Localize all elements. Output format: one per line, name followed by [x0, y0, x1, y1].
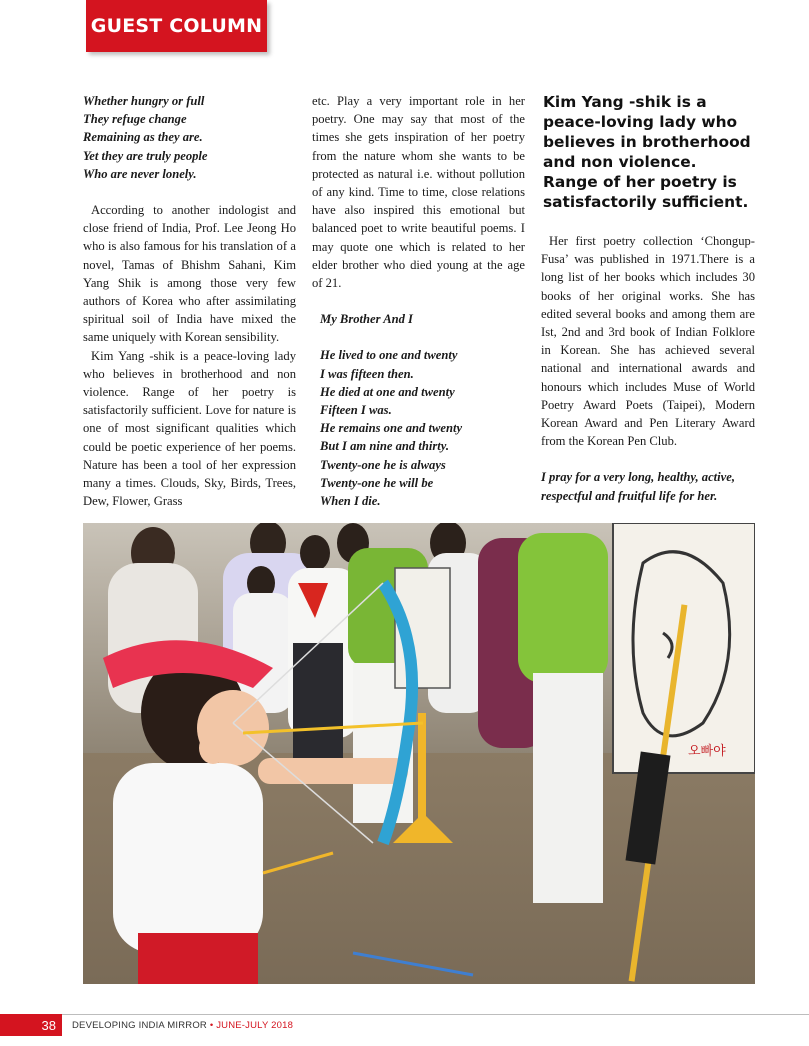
poem-line: Fifteen I was. — [320, 403, 392, 418]
poem-line: He died at one and twenty — [320, 384, 455, 399]
pull-quote: Kim Yang -shik is a peace-loving lady who believes in brotherhood and non violence. Range of her poetry is satisfactorily sufficient. — [543, 93, 751, 211]
photo-illustration — [83, 523, 755, 984]
closing-wish: I pray for a very long, healthy, active, respectful and fruitful life for her. — [541, 470, 736, 503]
poem-line: Twenty-one he is always — [320, 457, 446, 472]
article-photo — [83, 523, 755, 984]
poem-title: My Brother And I — [320, 312, 413, 327]
magazine-name: DEVELOPING INDIA MIRROR — [72, 1020, 207, 1031]
poem-line: Remaining as they are. — [83, 130, 203, 145]
article-column-1 — [83, 92, 296, 510]
poem-line: He remains one and twenty — [320, 421, 463, 436]
poem-line: But I am nine and thirty. — [320, 439, 450, 454]
poem-line: Twenty-one he will be — [320, 475, 434, 490]
footer-rule — [0, 1014, 809, 1015]
poem-line: Yet they are truly people — [83, 148, 208, 163]
section-banner — [86, 0, 267, 52]
body-paragraph: According to another indologist and close friend of India, Prof. Lee Jeong Ho who is also famous for his translation of a novel, Tamas of Bhishm Sahani, Kim Yang Shik is among those very few authors of Korea who after assimilating spiritual soil of India have mixed the same uniquely with Korean sensibility. — [83, 203, 296, 345]
footer-separator: • — [206, 1020, 217, 1031]
poem-excerpt — [83, 92, 296, 183]
footer-publication — [72, 1020, 293, 1031]
poem-line: Who are never lonely. — [83, 166, 197, 181]
article-column-2 — [312, 92, 525, 510]
poem-line: They refuge change — [83, 112, 187, 127]
poem-line: He lived to one and twenty — [320, 348, 458, 363]
poem-line: When I die. — [320, 494, 381, 509]
issue-date: JUNE-JULY 2018 — [216, 1020, 294, 1031]
article-column-3 — [541, 92, 755, 505]
body-paragraph: Her first poetry collection ‘Chongup-Fusa’ was published in 1971.There is a long list of her books which includes 30 books of her original works. She has edited several books and among them are Ist, 2nd and 3rd book of Indian Folklore in Korean. She has achieved several national and international awards and honours which includes Muse of World Poetry Award Poets (Taipei), Modern Korean Award and Pen Literary Award from the Korean Pen Club. — [541, 234, 755, 449]
poster-text: 오빠야 — [688, 744, 726, 759]
page-number: 38 — [0, 1014, 62, 1036]
section-label: GUEST COLUMN — [90, 15, 263, 37]
body-paragraph: etc. Play a very important role in her poetry. One may say that most of the times she gets inspiration of her poetry from the nature whom she wants to be protected as natural i.e. without pollution of any kind. Time to time, close relations have also inspired this emotional but balanced poet to write beautiful poems. I may quote one which is related to her elder brother who died young at the age of 21. — [312, 94, 525, 291]
poem-line: Whether hungry or full — [83, 94, 205, 108]
poem — [312, 310, 525, 510]
body-paragraph: Kim Yang -shik is a peace-loving lady who believes in brotherhood and non violence. Range of her poetry is satisfactorily sufficient. Love for nature is one of most significant qualities which could be poetic experience of her poems. Nature has been a tool of her expression many a times. Clouds, Sky, Birds, Trees, Dew, Flower, Grass — [83, 348, 296, 509]
poem-line: I was fifteen then. — [320, 366, 414, 381]
